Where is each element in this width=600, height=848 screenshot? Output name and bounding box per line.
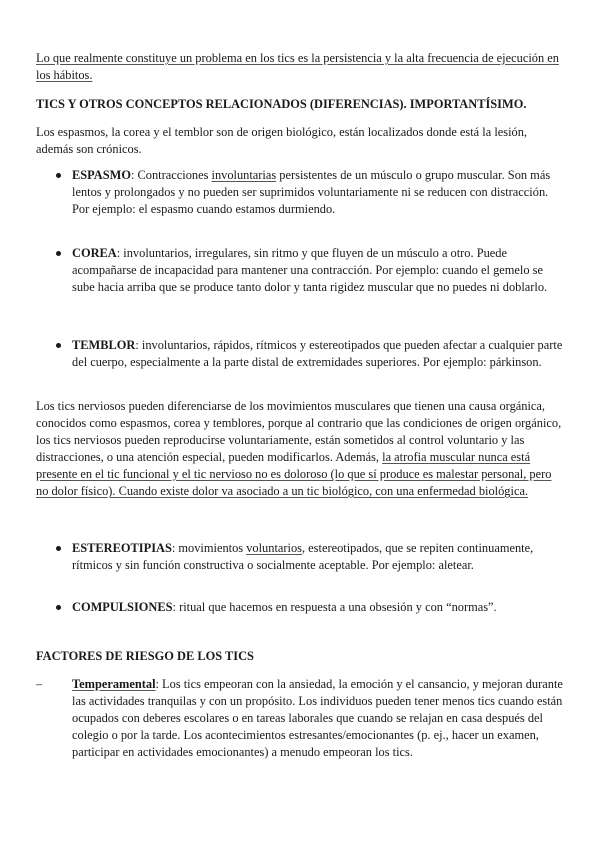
bullet-term: ESPASMO <box>72 168 131 182</box>
bullet-term: ESTEREOTIPIAS <box>72 541 172 555</box>
section-heading-differences: TICS Y OTROS CONCEPTOS RELACIONADOS (DIFERENCIAS). IMPORTANTÍSIMO. <box>36 97 527 111</box>
bullet-icon <box>56 251 61 256</box>
bullet-icon <box>56 546 61 551</box>
bullet-espasmo <box>72 167 566 218</box>
bullet-icon <box>56 605 61 610</box>
paragraph-underlined-text: la atrofia muscular nunca está presente en el tic funcional y el tic nervioso no es doloroso (lo que sí produce es malestar personal, pero no dolor físico). Cuando existe dolor va asociado a un tic biológico, con una enfermedad biológica. <box>36 450 552 498</box>
section-heading-risk-factors: FACTORES DE RIESGO DE LOS TICS <box>36 649 254 663</box>
bullet-term: COMPULSIONES <box>72 600 173 614</box>
bullet-underlined-text: voluntarios <box>246 541 302 555</box>
dash-bullet-icon: – <box>36 677 43 691</box>
bullet-term: TEMBLOR <box>72 338 136 352</box>
nervous-tics-paragraph <box>36 398 566 500</box>
bullet-text: : involuntarios, irregulares, sin ritmo y que fluyen de un músculo a otro. Puede acompañarse de incapacidad para mantener una contracción. Por ejemplo: cuando el gemelo se sube hacia arriba que se produce tanto dolor y tanta rigidez muscular que no puedes ni doblarlo. <box>72 246 548 294</box>
paragraph-text: Los tics nerviosos pueden diferenciarse de los movimientos musculares que tienen una causa orgánica, conocidos como espasmos, corea y temblores, porque al contrario que las condiciones de origen orgánico, los tics nerviosos pueden reproducirse voluntariamente, están sometidos al control voluntario y las distracciones, o una atención especial, pueden modificarlos. Además, <box>36 399 562 464</box>
bullet-text: : ritual que hacemos en respuesta a una obsesión y con “normas”. <box>172 600 497 614</box>
intro-line: Lo que realmente constituye un problema en los tics es la persistencia y la alta frecuencia de ejecución en los hábitos. <box>36 51 559 82</box>
bullet-text: , estereotipados, que se repiten continuamente, rítmicos y sin función constructiva o socialmente aceptable. Por ejemplo: aletear. <box>72 541 534 572</box>
bullet-text: : Contracciones <box>130 168 212 182</box>
risk-factor-term: Temperamental <box>72 677 156 691</box>
bullet-estereotipias <box>72 540 566 574</box>
bullet-text: : involuntarios, rápidos, rítmicos y estereotipados que pueden afectar a cualquier parte del cuerpo, especialmente a la parte distal de extremidades superiores. Por ejemplo: párkinson. <box>72 338 563 369</box>
bullet-corea <box>72 245 566 296</box>
bullet-term: COREA <box>72 246 117 260</box>
bullet-temblor <box>72 337 566 371</box>
bullet-compulsiones <box>72 599 566 616</box>
bullet-icon <box>56 173 61 178</box>
biological-origin-paragraph: Los espasmos, la corea y el temblor son de origen biológico, están localizados donde está la lesión, además son crónicos. <box>36 125 528 156</box>
bullet-text: persistentes de un músculo o grupo muscular. Son más lentos y prolongados y no pueden ser suprimidos voluntariamente ni se reducen con distracción. Por ejemplo: el espasmo cuando estamos durmiendo. <box>72 168 551 216</box>
risk-factor-temperamental <box>36 676 566 761</box>
bullet-underlined-text: involuntarias <box>211 168 277 182</box>
bullet-text: : movimientos <box>171 541 247 555</box>
risk-factor-text: : Los tics empeoran con la ansiedad, la emoción y el cansancio, y mejoran durante las actividades tranquilas y con un propósito. Los individuos pueden tener menos tics cuando están ocupados con deberes escolares o en tareas laborales que cuando se relajan en casa después del colegio o por la tarde. Los acontecimientos estresantes/emocionantes (p. ej., hacer un examen, participar en actividades emocionantes) a menudo empeoran los tics. <box>72 677 563 759</box>
bullet-icon <box>56 343 61 348</box>
